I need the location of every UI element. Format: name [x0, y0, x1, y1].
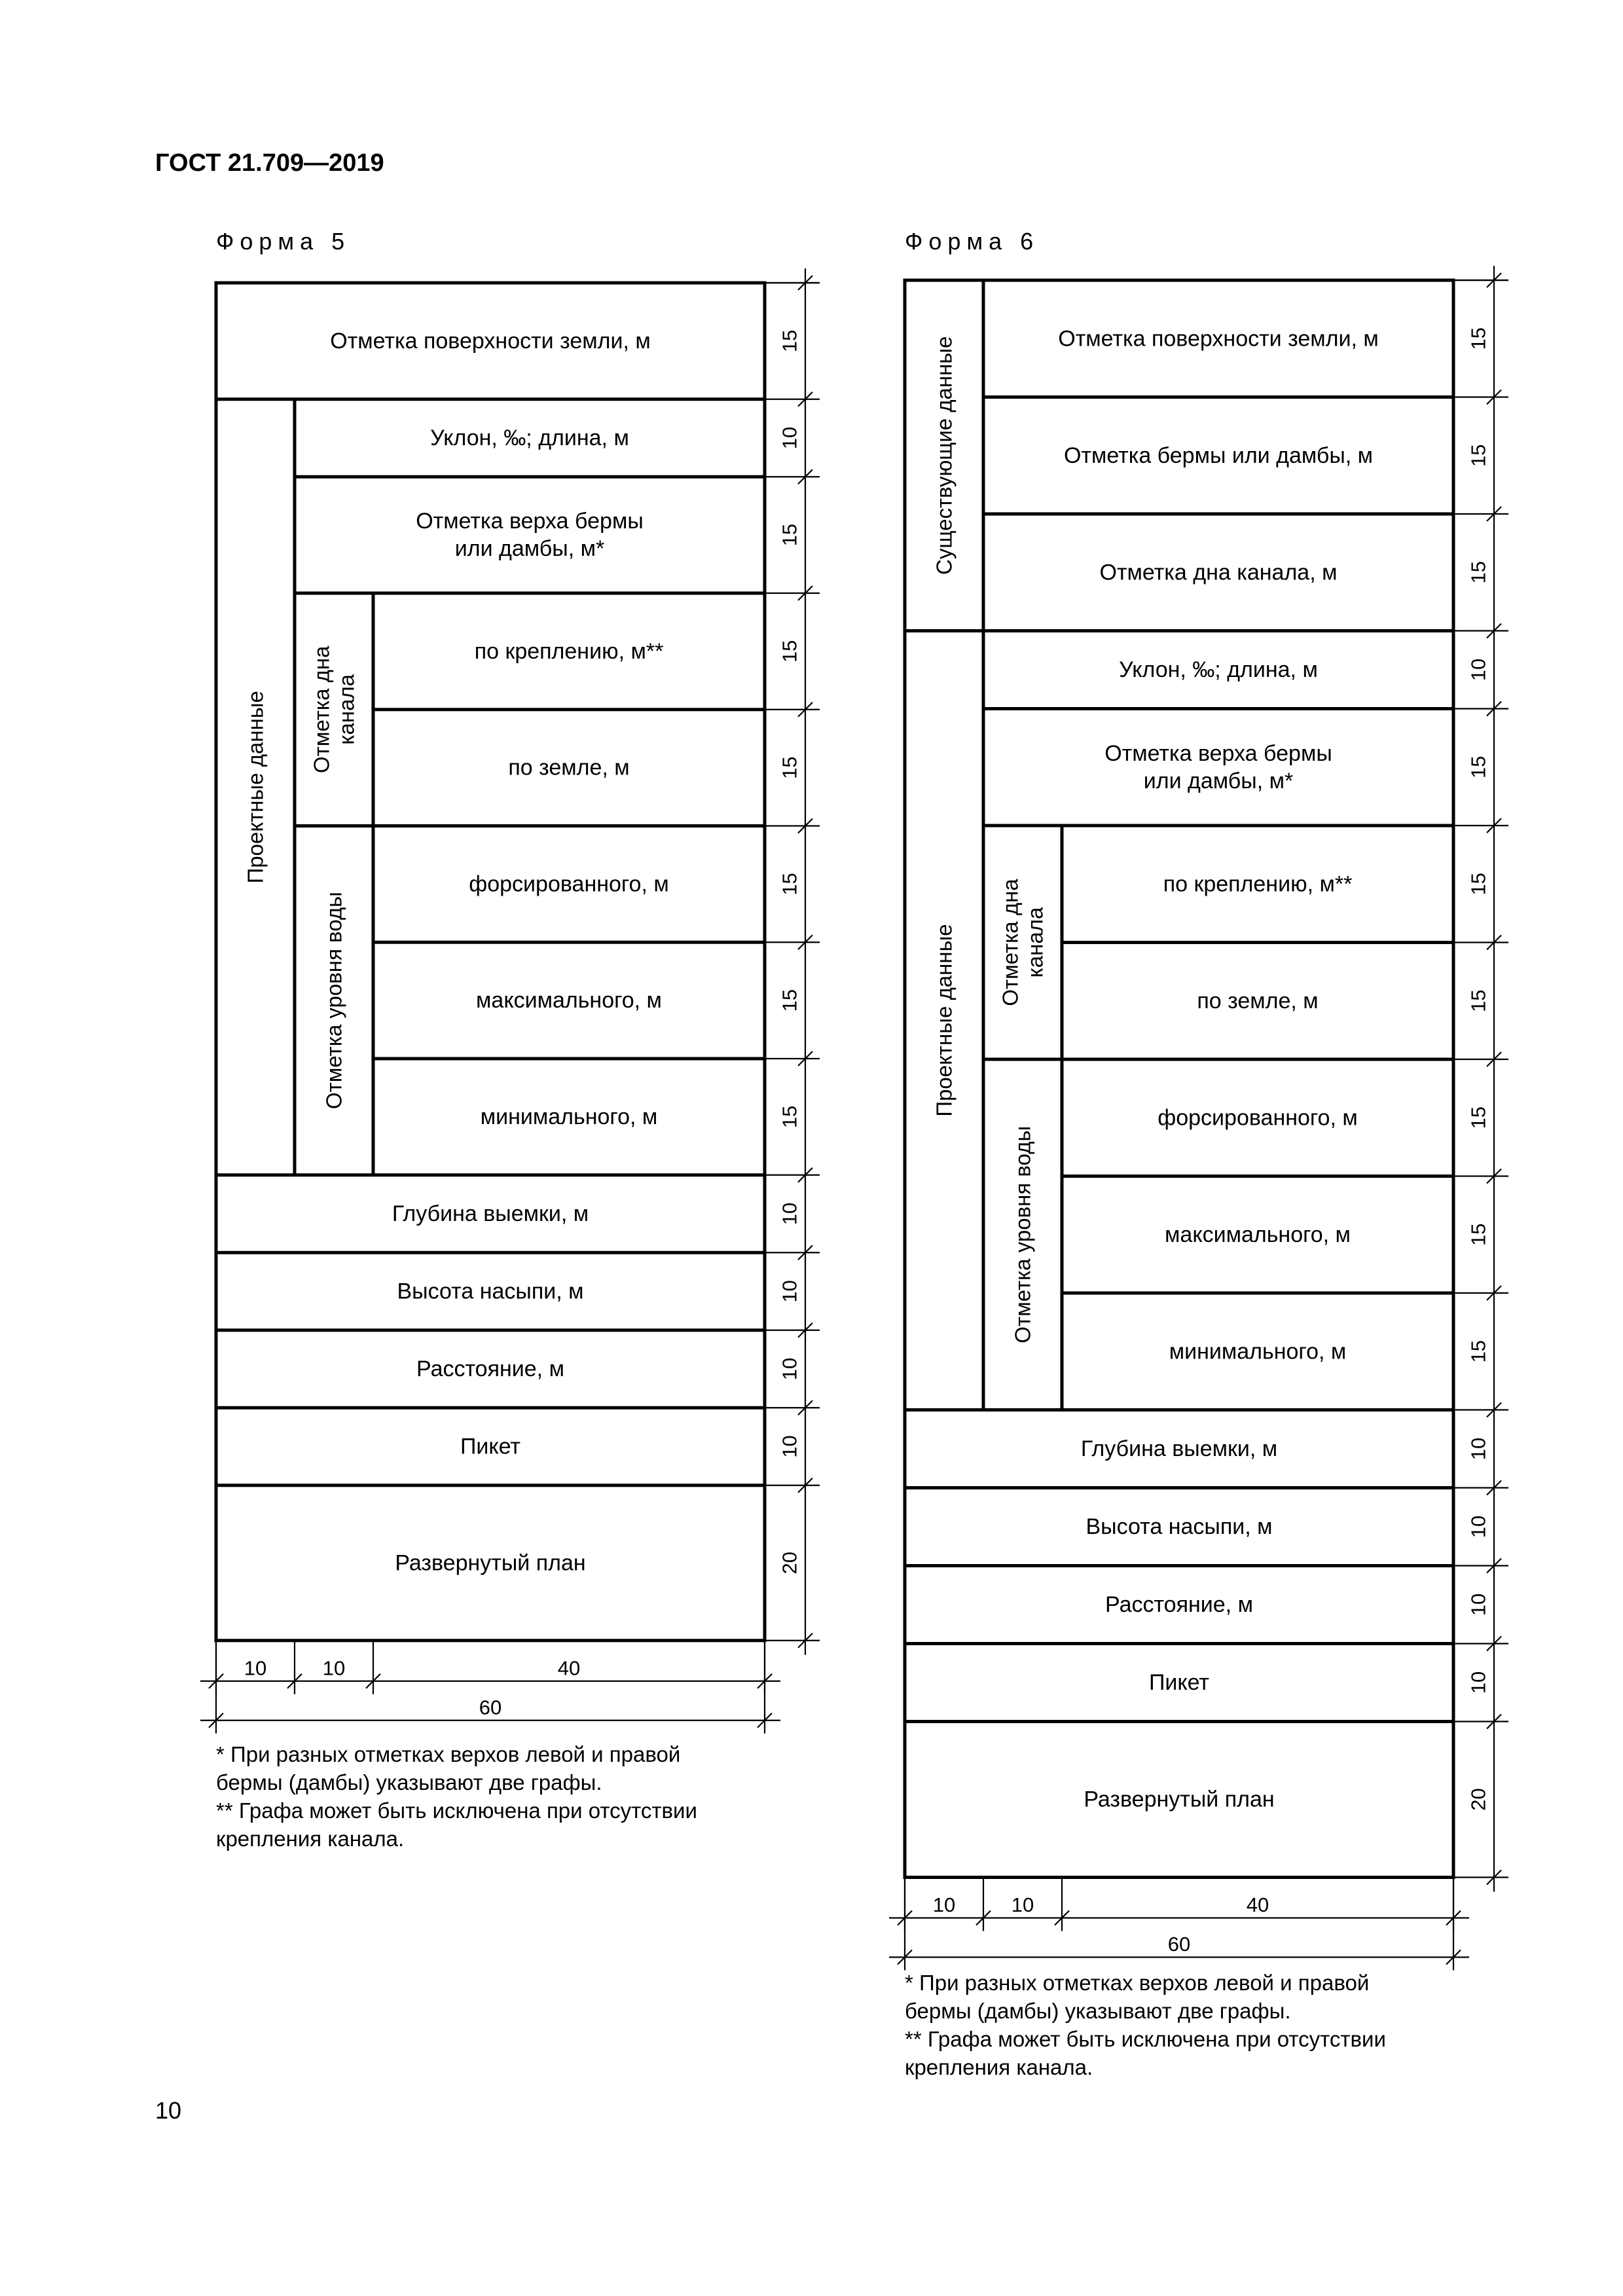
form-5-note-line: крепления канала.	[216, 1827, 405, 1851]
row-height-dimension: 15	[778, 873, 801, 896]
total-width-dimension: 60	[1167, 1933, 1191, 1956]
row-label: Высота насыпи, м	[1085, 1514, 1273, 1539]
form-6-note-line: * При разных отметках верхов левой и правой	[905, 1971, 1370, 1995]
row-height-dimension: 15	[1467, 756, 1490, 778]
project-data-label: Проектные данные	[243, 691, 268, 884]
page-number: 10	[155, 2097, 182, 2124]
column-width-dimension: 10	[932, 1893, 956, 1916]
column-width-dimension: 10	[244, 1656, 267, 1680]
row-label: максимального, м	[476, 988, 662, 1013]
column-width-dimension: 40	[557, 1656, 581, 1680]
canal-bottom-label: Отметка днаканала	[998, 879, 1048, 1006]
row-height-dimension: 10	[1467, 1671, 1490, 1694]
row-height-dimension: 15	[1467, 327, 1490, 350]
row-height-dimension: 15	[778, 756, 801, 779]
row-label: по креплению, м**	[1163, 871, 1353, 897]
form-5-title: Форма 5	[216, 228, 351, 255]
row-label: Отметка верха бермы или дамбы, м*	[416, 509, 644, 562]
row-height-dimension: 15	[1467, 1340, 1490, 1363]
canal-bottom-label: Отметка днаканала	[309, 646, 359, 773]
document-header: ГОСТ 21.709—2019	[155, 149, 384, 177]
form-6-note-line: ** Графа может быть исключена при отсутствии	[905, 2027, 1386, 2051]
existing-data-label: Существующие данные	[932, 336, 957, 575]
row-height-dimension: 15	[778, 329, 801, 353]
water-level-label: Отметка уровня воды	[1010, 1125, 1035, 1343]
form-5-note-line: * При разных отметках верхов левой и правой	[216, 1742, 681, 1766]
row-height-dimension: 10	[778, 1202, 801, 1226]
row-label: Глубина выемки, м	[1080, 1436, 1278, 1461]
water-level-label: Отметка уровня воды	[321, 892, 346, 1110]
row-height-dimension: 15	[1467, 1223, 1490, 1246]
form-5-note-line: ** Графа может быть исключена при отсутствии	[216, 1798, 697, 1823]
row-height-dimension: 10	[1467, 1593, 1490, 1616]
row-height-dimension: 15	[1467, 989, 1490, 1012]
row-label: по земле, м	[1197, 988, 1319, 1013]
form-5-note-line: бермы (дамбы) указывают две графы.	[216, 1770, 602, 1795]
row-height-dimension: 15	[778, 523, 801, 547]
row-label: Расстояние, м	[1105, 1592, 1253, 1617]
row-height-dimension: 15	[1467, 873, 1490, 896]
row-label: по креплению, м**	[474, 638, 664, 664]
row-label: минимального, м	[1169, 1339, 1347, 1364]
column-width-dimension: 40	[1246, 1893, 1269, 1916]
project-data-label: Проектные данные	[932, 924, 957, 1117]
row-label: максимального, м	[1165, 1222, 1351, 1247]
row-height-dimension: 15	[1467, 561, 1490, 584]
row-label: Отметка бермы или дамбы, м	[1063, 443, 1374, 468]
row-label: Отметка верха бермы или дамбы, м*	[1104, 740, 1332, 793]
row-height-dimension: 10	[778, 1280, 801, 1303]
row-height-dimension: 10	[778, 426, 801, 450]
row-height-dimension: 15	[1467, 1106, 1490, 1129]
row-label: Отметка поверхности земли, м	[1058, 326, 1379, 352]
row-label: Уклон, ‰; длина, м	[1119, 657, 1318, 682]
row-height-dimension: 10	[778, 1435, 801, 1458]
row-height-dimension: 10	[778, 1357, 801, 1381]
row-height-dimension: 20	[778, 1552, 801, 1575]
row-label: по земле, м	[508, 755, 630, 780]
row-label: Глубина выемки, м	[392, 1201, 589, 1226]
row-height-dimension: 15	[778, 989, 801, 1012]
row-label: Уклон, ‰; длина, м	[430, 426, 629, 450]
row-label: Расстояние, м	[416, 1357, 564, 1381]
row-height-dimension: 20	[1467, 1788, 1490, 1811]
row-height-dimension: 10	[1467, 1437, 1490, 1461]
form-6-title: Форма 6	[905, 228, 1040, 255]
form-6-note-line: бермы (дамбы) указывают две графы.	[905, 1999, 1291, 2023]
total-width-dimension: 60	[479, 1696, 502, 1719]
column-width-dimension: 10	[1011, 1893, 1034, 1916]
row-label: минимального, м	[480, 1104, 658, 1129]
form-6-note-line: крепления канала.	[905, 2055, 1093, 2079]
column-width-dimension: 10	[322, 1656, 346, 1680]
row-label: Развернутый план	[1084, 1787, 1275, 1812]
table-frame	[905, 280, 1453, 1878]
row-height-dimension: 10	[1467, 658, 1490, 682]
row-label: форсированного, м	[1158, 1105, 1358, 1131]
row-label: Отметка поверхности земли, м	[330, 328, 651, 354]
form-6-notes	[905, 1969, 1468, 2081]
row-height-dimension: 15	[778, 640, 801, 663]
row-height-dimension: 15	[778, 1105, 801, 1129]
row-label: Развернутый план	[395, 1550, 586, 1576]
row-label: Высота насыпи, м	[397, 1279, 584, 1304]
row-label: форсированного, м	[469, 871, 669, 897]
row-label: Пикет	[1148, 1670, 1210, 1695]
row-height-dimension: 15	[1467, 444, 1490, 467]
row-label: Пикет	[460, 1434, 521, 1459]
row-label: Отметка дна канала, м	[1099, 560, 1338, 585]
row-height-dimension: 10	[1467, 1515, 1490, 1539]
